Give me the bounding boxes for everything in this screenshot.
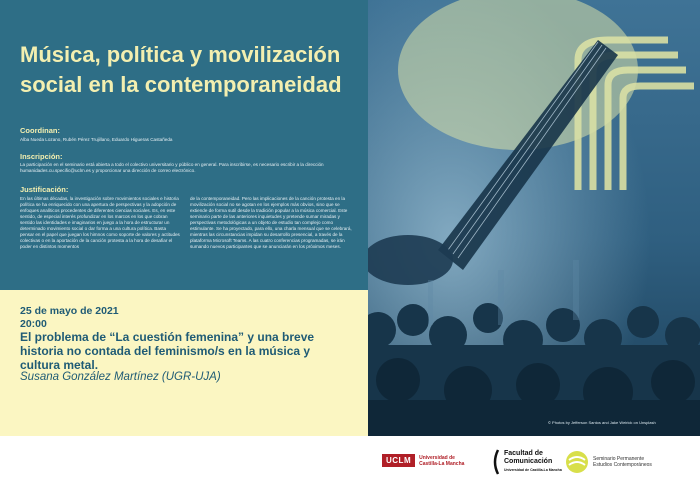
faculty-sub: Universidad de Castilla-La Mancha <box>504 468 562 472</box>
seminar-title: Música, política y movilización social en la contemporaneidad <box>20 42 342 97</box>
uclm-mark: UCLM <box>382 454 415 467</box>
event-date: 25 de mayo de 2021 <box>20 305 119 317</box>
registration-heading: Inscripción: <box>20 152 63 161</box>
event-time: 20:00 <box>20 318 47 330</box>
speaker-name: Susana González Martínez (UGR-UJA) <box>20 371 221 383</box>
faculty-name <box>504 450 562 474</box>
uclm-logo <box>382 454 464 467</box>
seminar-logo <box>565 450 652 474</box>
photo-credit: © Photos by Jefferson Santos and Jake Weirick on Unsplash <box>548 420 656 425</box>
uclm-name <box>419 455 464 467</box>
info-panel <box>0 0 368 290</box>
seminar-emblem-icon <box>565 450 589 474</box>
footer-logos <box>0 436 700 495</box>
justification-col1: En las últimas décadas, la investigación sobre movimientos sociales e historia política se ha enriquecido con una apertura de perspectivas y la adopción de enfoques analíticos procedentes de diferentes ciencias sociales. Es, en este sentido, de especial interés profundizar en los marcos en los que cobran sentido las identidades e imaginarios en juego a la hora de estructurar un determinado movimiento social o dar forma a una cultura política. Basta pensar en el papel que juegan los himnos como soporte de valores y actitudes colectivas o en la aportación de la canción protesta a la hora de desafiar el poder en distintos momentos <box>20 196 180 249</box>
faculty-line1: Facultad de <box>504 450 543 457</box>
faculty-logo <box>490 448 562 476</box>
justification-col2: de la contemporaneidad. Pero las implicaciones de la canción protesta en la movilización social no se agotan en los ejemplos más obvios, sino que se extiende de forma sutil desde la tradición popular a la música comercial. Este seminario parte de las anteriores inquietudes y pretende sumar miradas y perspectivas metodológicas a un objeto de estudio tan complejo como estimulante. Se ha proyectado, para ello, una charla mensual que se celebrará, mientras las circunstancias impidan su desarrollo presencial, a través de la plataforma Microsoft Teams. A las cuatro conferencias programadas, se irán sumando nuevos participantes que se anunciarán en los próximos meses. <box>190 196 352 249</box>
seminar-line2: Estudios Contemporáneos <box>593 462 652 468</box>
registration-text: La participación en el seminario está abierta a todo el colectivo universitario y público en general. Para inscribirse, es necesario escribir a la dirección humanidades.cu.specific@uclm.es y proporcionar una dirección de correo electrónico. <box>20 162 324 173</box>
faculty-bracket-icon <box>490 448 500 476</box>
guitar-crowd-photo <box>368 0 700 436</box>
uclm-name-line1: Universidad de <box>419 454 455 461</box>
justification-heading: Justificación: <box>20 185 69 194</box>
coordinators-names: Alba Nueda Lozano, Rubén Pérez Trujillano, Eduardo Higueras Castañeda <box>20 137 173 142</box>
seminar-line1: Seminario Permanente <box>593 456 645 462</box>
coordinators-heading: Coordinan: <box>20 126 60 135</box>
faculty-line2: Comunicación <box>504 458 553 465</box>
seminar-name <box>593 456 652 468</box>
photo-illustration <box>368 0 700 436</box>
talk-title: El problema de “La cuestión femenina” y una breve historia no contada del feminismo/s en la música y cultura metal. <box>20 330 315 372</box>
uclm-name-line2: Castilla-La Mancha <box>419 460 465 467</box>
